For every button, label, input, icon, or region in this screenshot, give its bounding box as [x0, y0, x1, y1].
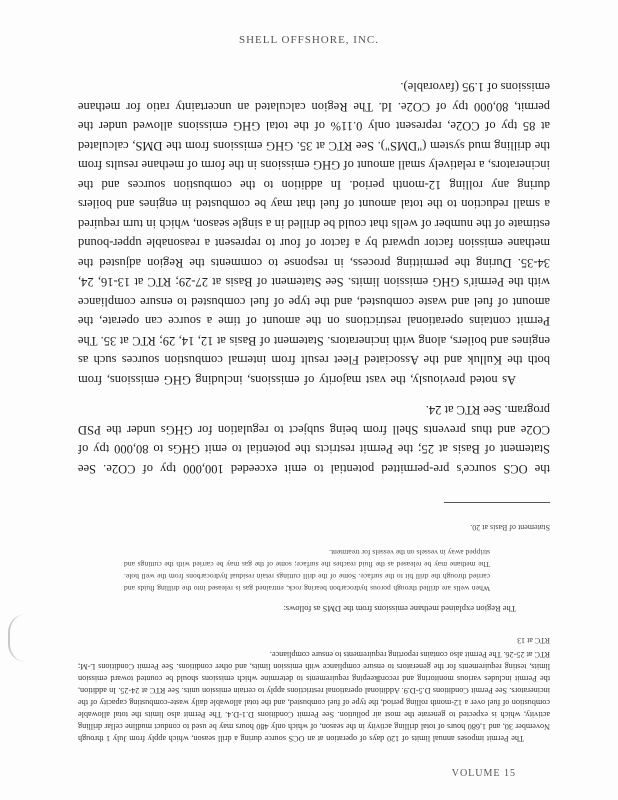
quote-citation: Statement of Basis at 20. — [470, 523, 550, 532]
volume-footer: VOLUME 15 — [451, 768, 516, 779]
footnote-intro: The Region explained methane emissions from the DMS as follows: — [283, 604, 516, 614]
footnote-separator-rule — [444, 502, 550, 503]
running-header: SHELL OFFSHORE, INC. — [239, 34, 379, 46]
main-text-continuation: the OCS source's pre-permitted potential to emit exceeded 100,000 tpy of CO2e. See Statement of Basis at 25; the Permit restricts the potential to emit GHGs to 80,000 tpy of CO2e and thus prevents Shell from being subject to regulation for GHGs under the PSD program. See RTC at 24. — [78, 403, 550, 476]
footnote-citation: RTC at 13 — [517, 636, 550, 645]
block-quote: When wells are drilled through porous hydrocarbon bearing rock, entrained gas is released into the drilling fluids and carried through the drill bit to the surface. Some of the drill cuttings retain residual hydrocarbons from the well hole. The methane may be released as the fluid reaches the surface; some of the gas may be carried with the cuttings and stripped away in vessels on the vessels for treatment. — [124, 548, 490, 593]
footnote-body: The Permit imposes annual limits of 120 days of operation at an OCS source during a drill season, which apply from July 1 through November 30, and 1,680 hours of total drilling activity in the season, of which only 480 hours may be used to conduct mudline cellar drilling activity, which is expected to generate the most air pollution. See Permit Conditions D.1-D.4. The Permit also limits the total allowable combustion of fuel over a 12-month rolling period, the type of fuel combusted, and the total allowable daily waste-combusting capacity of the incinerators. See Permit Conditions D.5-D.9. Additional operational restrictions apply to certain emission units. See RTC at 24-25. In addition, the Permit includes various monitoring and recordkeeping requirements to determine which emissions should be counted toward emission limits, testing requirements for the generators to ensure compliance with emission limits, and other conditions. See Permit Conditions L-M; RTC at 25-26. The Permit also contains reporting requirements to ensure compliance. — [78, 650, 550, 743]
main-text-paragraph: As noted previously, the vast majority of emissions, including GHG emissions, from both the Kulluk and the Associated Fleet result from internal combustion sources such as engines and boilers, along with incinerators. Statement of Basis at 12, 14, 29; RTC at 35. The Permit contains operational restrictions on the amount of time a source can operate, the amount of fuel and waste combusted, and the type of fuel combusted to ensure compliance with the Permit's GHG emission limits. See Statement of Basis at 27-29; RTC at 13-16, 24, 34-35. During the permitting process, in response to comments the Region adjusted the methane emission factor upward by a factor of four to represent a reasonable upper-bound estimate of the number of wells that could be drilled in a single season, which in turn required a small reduction to the total amount of fuel that may be combusted in engines and boilers during any rolling 12-month period. In addition to the combustion sources and the incinerators, a relatively small amount of GHG emissions in the form of methane results from the drilling mud system ("DMS"). See RTC at 35. GHG emissions from the DMS, calculated at 85 tpy of CO2e, represent only 0.11% of the total GHG emissions allowed under the permit, 80,000 tpy of CO2e. Id. The Region calculated an uncertainty ratio for methane emissions of 1.95 (favorable). — [78, 80, 550, 387]
rotated-page-body — [78, 78, 550, 744]
binding-edge-mark — [8, 614, 30, 662]
